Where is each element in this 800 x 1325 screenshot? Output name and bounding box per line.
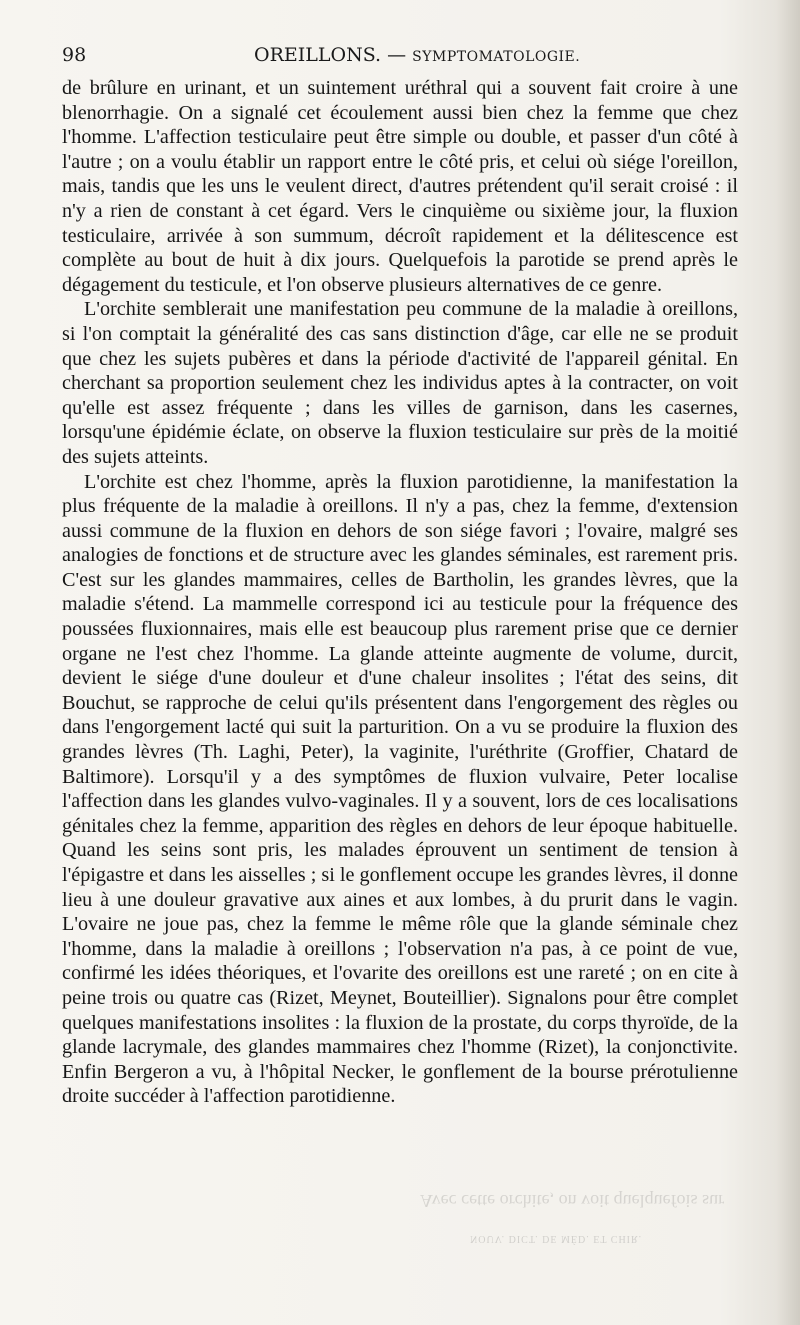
- running-title-sub: SYMPTOMATOLOGIE.: [412, 49, 581, 65]
- running-title: [254, 44, 580, 66]
- running-header: [62, 44, 738, 70]
- paragraph-2: L'orchite semblerait une manifestation peu commune de la maladie à oreillons, si l'on comptait la généralité des cas sans distinction d'âge, car elle ne se produit que chez les sujets pubères et dans la période d'activité de l'appareil génital. En cherchant sa proportion seulement chez les individus aptes à la contracter, on voit qu'elle est assez fréquente ; dans les villes de garnison, dans les casernes, lorsqu'une épidémie éclate, on observe la fluxion testiculaire sur près de la moitié des sujets atteints.: [62, 298, 738, 468]
- body-text: [62, 76, 738, 1109]
- bleed-through-text: Avec cette orchite, on voit quelquefois sur: [420, 1191, 725, 1211]
- paragraph-1: de brûlure en urinant, et un suintement uréthral qui a souvent fait croire à une blenorrhagie. On a signalé cet écoulement aussi bien chez la femme que chez l'homme. L'affection testiculaire peut être simple ou double, et passer d'un côté à l'autre ; on a voulu établir un rapport entre le côté pris, et celui où siége l'oreillon, mais, tandis que les uns le veulent direct, d'autres prétendent qu'il serait croisé : il n'y a rien de constant à cet égard. Vers le cinquième ou sixième jour, la fluxion testiculaire, arrivée à son summum, décroît rapidement et la délitescence est complète au bout de huit à dix jours. Quelquefois la parotide se prend après le dégagement du testicule, et l'on observe plusieurs alternatives de ce genre.: [62, 77, 738, 296]
- paragraph-3: L'orchite est chez l'homme, après la fluxion parotidienne, la manifestation la plus fréquente de la maladie à oreillons. Il n'y a pas, chez la femme, d'extension aussi commune de la fluxion en dehors de son siége favori ; l'ovaire, malgré ses analogies de fonctions et de structure avec les glandes séminales, est rarement pris. C'est sur les glandes mammaires, celles de Bartholin, les grandes lèvres, que la maladie s'étend. La mammelle correspond ici au testicule pour la fréquence des poussées fluxionnaires, mais elle est beaucoup plus rarement prise que ce dernier organe ne l'est chez l'homme. La glande atteinte augmente de volume, durcit, devient le siége d'une douleur et d'une chaleur insolites ; l'état des seins, dit Bouchut, se rapproche de celui qu'ils présentent dans l'engorgement des règles ou dans l'engorgement lacté qui suit la parturition. On a vu se produire la fluxion des grandes lèvres (Th. Laghi, Peter), la vaginite, l'uréthrite (Groffier, Chatard de Baltimore). Lorsqu'il y a des symptômes de fluxion vulvaire, Peter localise l'affection dans les glandes vulvo-vaginales. Il y a souvent, lors de ces localisations génitales chez la femme, apparition des règles en dehors de leur époque habituelle. Quand les seins sont pris, les malades éprouvent un sentiment de tension à l'épigastre et dans les aisselles ; si le gonflement occupe les grandes lèvres, il donne lieu à une douleur gravative aux aines et aux lombes, à du prurit dans le vagin. L'ovaire ne joue pas, chez la femme le même rôle que la glande séminale chez l'homme, dans la maladie à oreillons ; l'observation n'a pas, à ce point de vue, confirmé les idées théoriques, et l'ovarite des oreillons est une rareté ; on en cite à peine trois ou quatre cas (Rizet, Meynet, Bouteillier). Signalons pour être complet quelques manifestations insolites : la fluxion de la prostate, du corps thyroïde, de la glande lacrymale, des glandes mammaires chez l'homme (Rizet), la conjonctivite. Enfin Bergeron a vu, à l'hôpital Necker, le gonflement de la bourse prérotulienne droite succéder à l'affection parotidienne.: [62, 470, 738, 1108]
- bleed-through-footer: NOUV. DICT. DE MÉD. ET CHIR.: [470, 1233, 643, 1244]
- page-number: 98: [62, 44, 87, 66]
- running-title-main: OREILLONS. —: [254, 44, 407, 66]
